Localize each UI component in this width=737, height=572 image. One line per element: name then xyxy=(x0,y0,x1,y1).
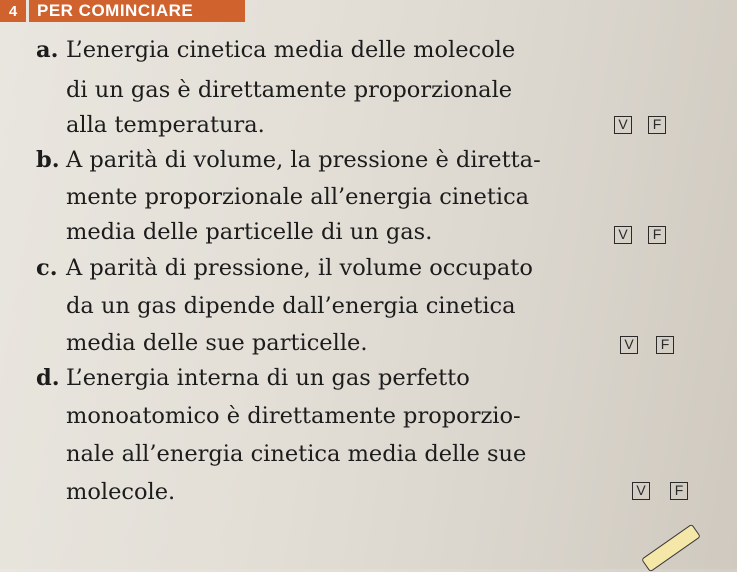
false-checkbox[interactable]: F xyxy=(670,482,688,500)
question-text-line: L’energia cinetica media delle molecole xyxy=(66,37,516,63)
true-checkbox[interactable]: V xyxy=(632,482,650,500)
true-checkbox[interactable]: V xyxy=(614,116,632,134)
question-letter: c. xyxy=(36,255,58,281)
question-text-line: L’energia interna di un gas perfetto xyxy=(66,365,470,391)
question-text-line: A parità di pressione, il volume occupato xyxy=(66,255,533,281)
question-text-line: monoatomico è direttamente proporzio- xyxy=(66,403,521,429)
question-text-line: media delle particelle di un gas. xyxy=(66,219,433,245)
question-text-line: nale all’energia cinetica media delle sue xyxy=(66,441,527,467)
true-checkbox[interactable]: V xyxy=(614,226,632,244)
question-text-line: di un gas è direttamente proporzionale xyxy=(66,77,513,103)
question-text-line: da un gas dipende dall’energia cinetica xyxy=(66,293,516,319)
false-checkbox[interactable]: F xyxy=(648,226,666,244)
question-letter: a. xyxy=(36,37,59,63)
false-checkbox[interactable]: F xyxy=(648,116,666,134)
question-text-line: media delle sue particelle. xyxy=(66,330,368,356)
false-checkbox[interactable]: F xyxy=(656,336,674,354)
question-text-line: alla temperatura. xyxy=(66,112,265,138)
true-checkbox[interactable]: V xyxy=(620,336,638,354)
question-text-line: mente proporzionale all’energia cinetica xyxy=(66,184,530,210)
section-title: PER COMINCIARE xyxy=(29,0,245,22)
pencil-icon xyxy=(641,524,701,572)
question-text-line: molecole. xyxy=(66,479,176,505)
section-header xyxy=(0,0,245,22)
question-letter: d. xyxy=(36,365,60,391)
exercise-number: 4 xyxy=(0,0,26,22)
question-letter: b. xyxy=(36,147,60,173)
question-text-line: A parità di volume, la pressione è diretta- xyxy=(66,147,541,173)
